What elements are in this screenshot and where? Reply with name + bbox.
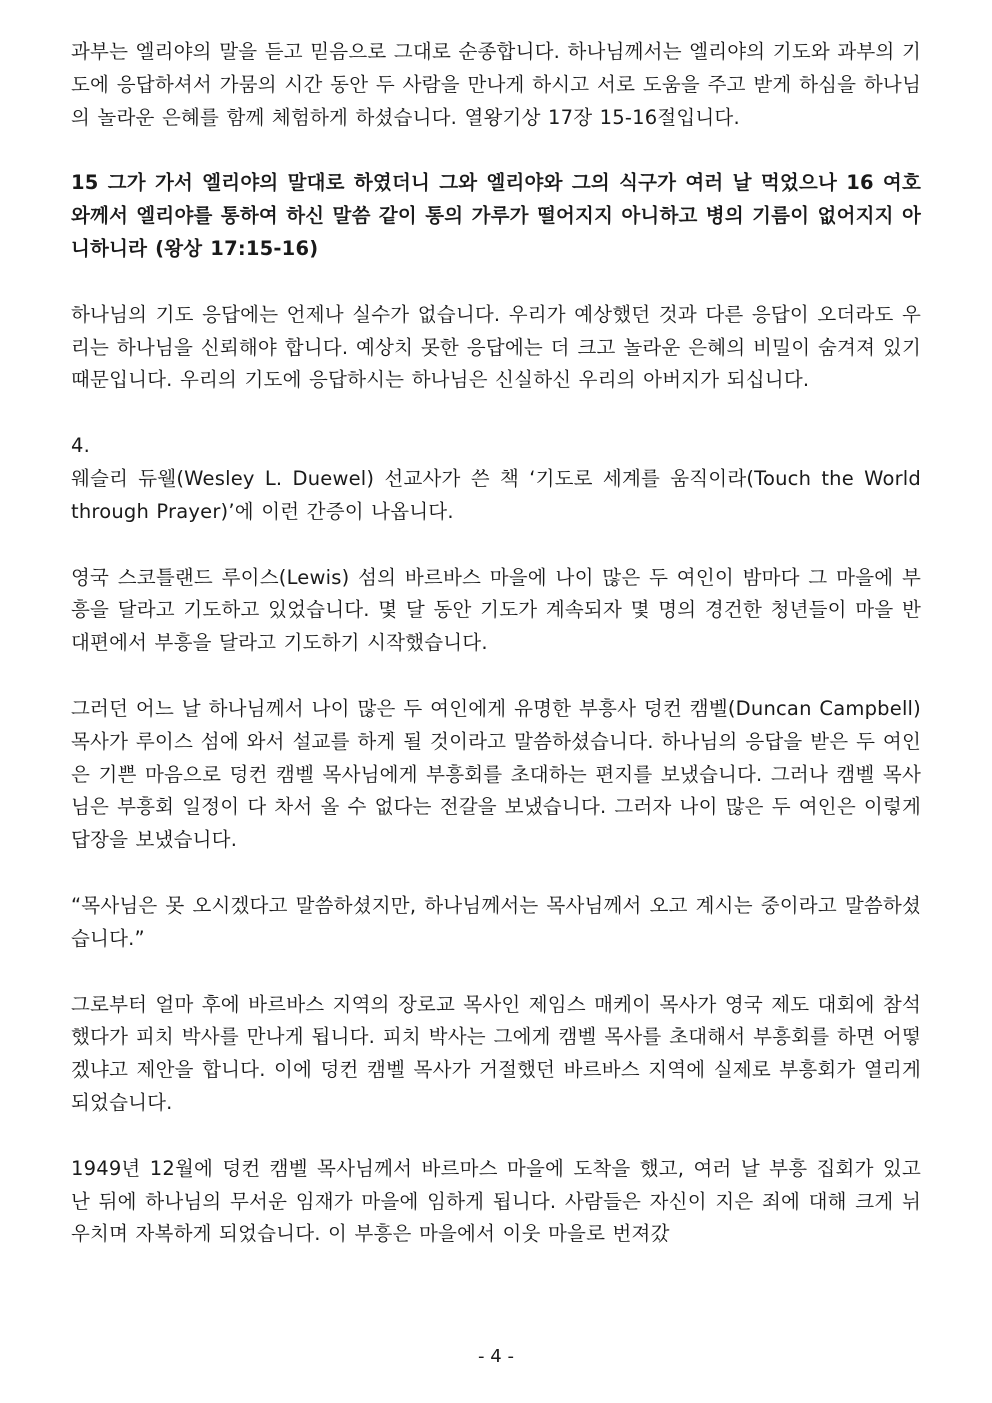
paragraph-duewel-book: 웨슬리 듀웰(Wesley L. Duewel) 선교사가 쓴 책 ‘기도로 세계를 움직이라(Touch the World through Prayer)’에 이런 간증이 나옵니다. <box>71 466 921 523</box>
paragraph-duncan-campbell: 그러던 어느 날 하나님께서 나이 많은 두 여인에게 유명한 부흥사 덩컨 캠벨(Duncan Campbell) 목사가 루이스 섬에 와서 설교를 하게 될 것이라고 말씀하셨습니다. 하나님의 응답을 받은 두 여인은 기쁜 마음으로 덩컨 캠벨 목사님에게 부흥회를 초대하는 편지를 보냈습니다. 그러나 캠벨 목사님은 부흥회 일정이 다 차서 올 수 없다는 전갈을 보냈습니다. 그러자 나이 많은 두 여인은 이렇게 답장을 보냈습니다. <box>71 696 921 852</box>
paragraph-revival-1949: 1949년 12월에 덩컨 캠벨 목사님께서 바르마스 마을에 도착을 했고, 여러 날 부흥 집회가 있고 난 뒤에 하나님의 무서운 임재가 마을에 임하게 됩니다. 사람들은 자신이 지은 죄에 대해 크게 뉘우치며 자복하게 되었습니다. 이 부흥은 마을에서 이웃 마을로 번져갔 <box>71 1156 921 1246</box>
paragraph-letter-reply: “목사님은 못 오시겠다고 말씀하셨지만, 하나님께서는 목사님께서 오고 계시는 중이라고 말씀하셨습니다.” <box>71 893 921 950</box>
paragraph-lewis-island: 영국 스코틀랜드 루이스(Lewis) 섬의 바르바스 마을에 나이 많은 두 여인이 밤마다 그 마을에 부흥을 달라고 기도하고 있었습니다. 몇 달 동안 기도가 계속되자 몇 명의 경건한 청년들이 마을 반대편에서 부흥을 달라고 기도하기 시작했습니다. <box>71 565 921 655</box>
section-number: 4. <box>71 434 91 458</box>
document-body <box>71 36 921 1284</box>
paragraph-prayer-answer: 하나님의 기도 응답에는 언제나 실수가 없습니다. 우리가 예상했던 것과 다른 응답이 오더라도 우리는 하나님을 신뢰해야 합니다. 예상치 못한 응답에는 더 크고 놀라운 은혜의 비밀이 숨겨져 있기 때문입니다. 우리의 기도에 응답하시는 하나님은 신실하신 우리의 아버지가 되십니다. <box>71 302 921 392</box>
paragraph-mackay-meeting: 그로부터 얼마 후에 바르바스 지역의 장로교 목사인 제임스 매케이 목사가 영국 제도 대회에 참석했다가 피치 박사를 만나게 됩니다. 피치 박사는 그에게 캠벨 목사를 초대해서 부흥회를 하면 어떻겠냐고 제안을 합니다. 이에 덩컨 캠벨 목사가 거절했던 바르바스 지역에 실제로 부흥회가 열리게 되었습니다. <box>71 992 921 1114</box>
scripture-quote-1kings-17: 15 그가 가서 엘리야의 말대로 하였더니 그와 엘리야와 그의 식구가 여러 날 먹었으나 16 여호와께서 엘리야를 통하여 하신 말씀 같이 통의 가루가 떨어지지 아니하고 병의 기름이 없어지지 아니하니라 (왕상 17:15-16) <box>71 171 921 260</box>
paragraph-widow-obeys: 과부는 엘리야의 말을 듣고 믿음으로 그대로 순종합니다. 하나님께서는 엘리야의 기도와 과부의 기도에 응답하셔서 가뭄의 시간 동안 두 사람을 만나게 하시고 서로 도움을 주고 받게 하심을 하나님의 놀라운 은혜를 함께 체험하게 하셨습니다. 열왕기상 17장 15-16절입니다. <box>71 40 921 129</box>
page-number: - 4 - <box>478 1346 514 1367</box>
